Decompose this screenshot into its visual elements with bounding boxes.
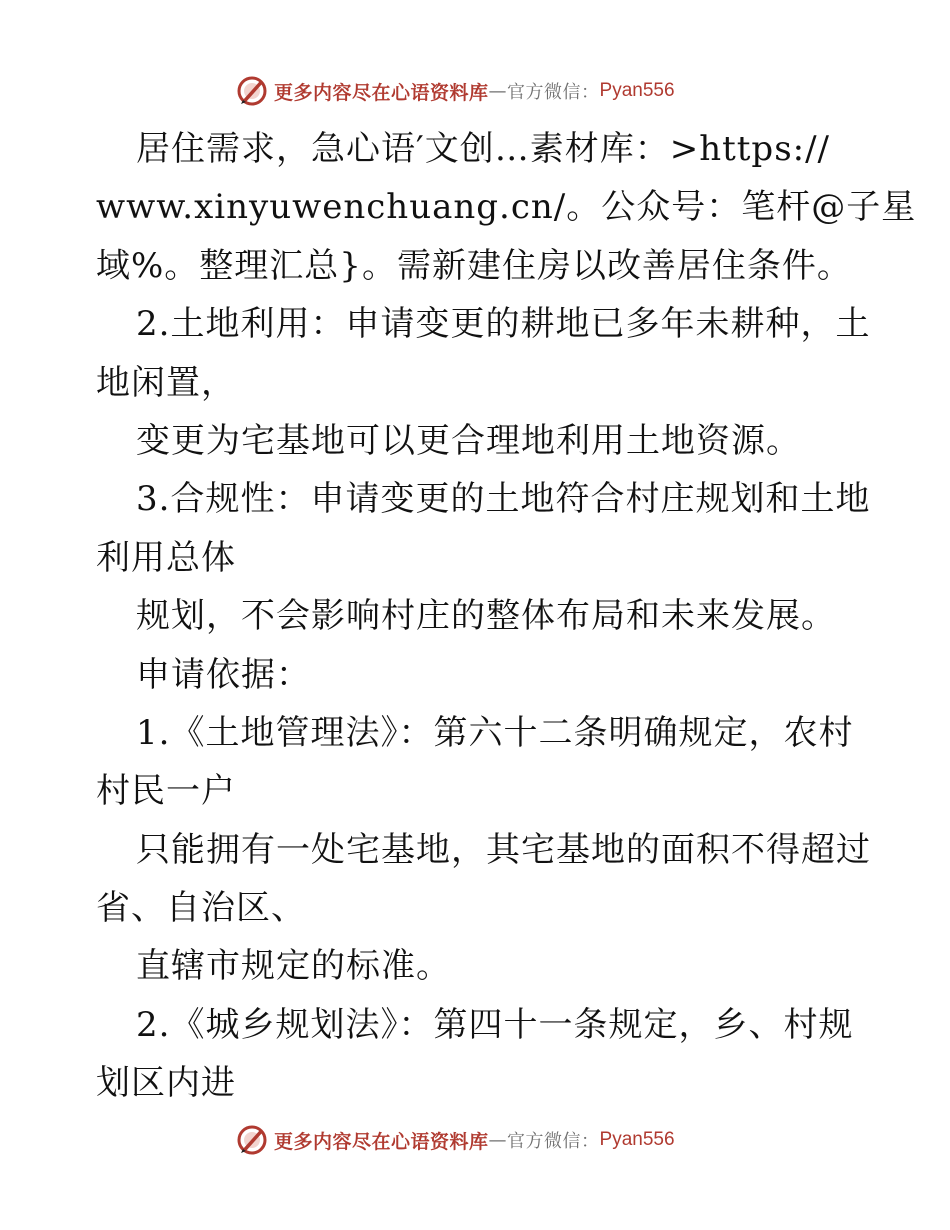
footer-watermark-banner [236, 1123, 675, 1157]
text-line: 村民一户 [96, 771, 236, 812]
banner-dash: — [488, 1129, 508, 1151]
text-line: 2.《城乡规划法》：第四十一条规定，乡、村规 [136, 1004, 854, 1045]
text-line: 申请依据： [136, 654, 311, 695]
banner-wechat-id: Pyan556 [599, 80, 675, 101]
quill-logo-icon [236, 75, 268, 107]
quill-logo-icon [236, 1124, 268, 1156]
banner-main-text: 更多内容尽在心语资料库 [274, 1130, 489, 1153]
text-line: 居住需求，急心语′文创…素材库：>https:// [136, 129, 831, 169]
text-line: 地闲置， [96, 362, 236, 403]
banner-dash: — [488, 80, 508, 102]
text-line: 直辖市规定的标准。 [136, 946, 451, 987]
text-line: 2.土地利用：申请变更的耕地已多年未耕种，土 [136, 304, 871, 345]
text-line: 利用总体 [96, 537, 236, 578]
banner-wechat-id: Pyan556 [599, 1129, 675, 1150]
text-line: 域%。整理汇总}。需新建住房以改善居住条件。 [96, 245, 852, 286]
text-line: 划区内进 [96, 1063, 236, 1104]
text-line: 只能拥有一处宅基地，其宅基地的面积不得超过 [136, 829, 871, 870]
text-line: 变更为宅基地可以更合理地利用土地资源。 [136, 420, 801, 461]
banner-wechat-label: 官方微信： [507, 82, 600, 103]
text-line: 3.合规性：申请变更的土地符合村庄规划和土地 [136, 479, 871, 520]
banner-main-text: 更多内容尽在心语资料库 [274, 81, 489, 104]
text-line: 1.《土地管理法》：第六十二条明确规定，农村 [136, 712, 854, 753]
banner-wechat-label: 官方微信： [507, 1131, 600, 1152]
text-line: 省、自治区、 [96, 888, 306, 929]
document-body [96, 120, 917, 1113]
header-watermark-banner [236, 74, 675, 108]
text-line: www.xinyuwenchuang.cn/。公众号：笔杆@子星 [96, 187, 917, 228]
text-line: 规划，不会影响村庄的整体布局和未来发展。 [136, 596, 836, 637]
